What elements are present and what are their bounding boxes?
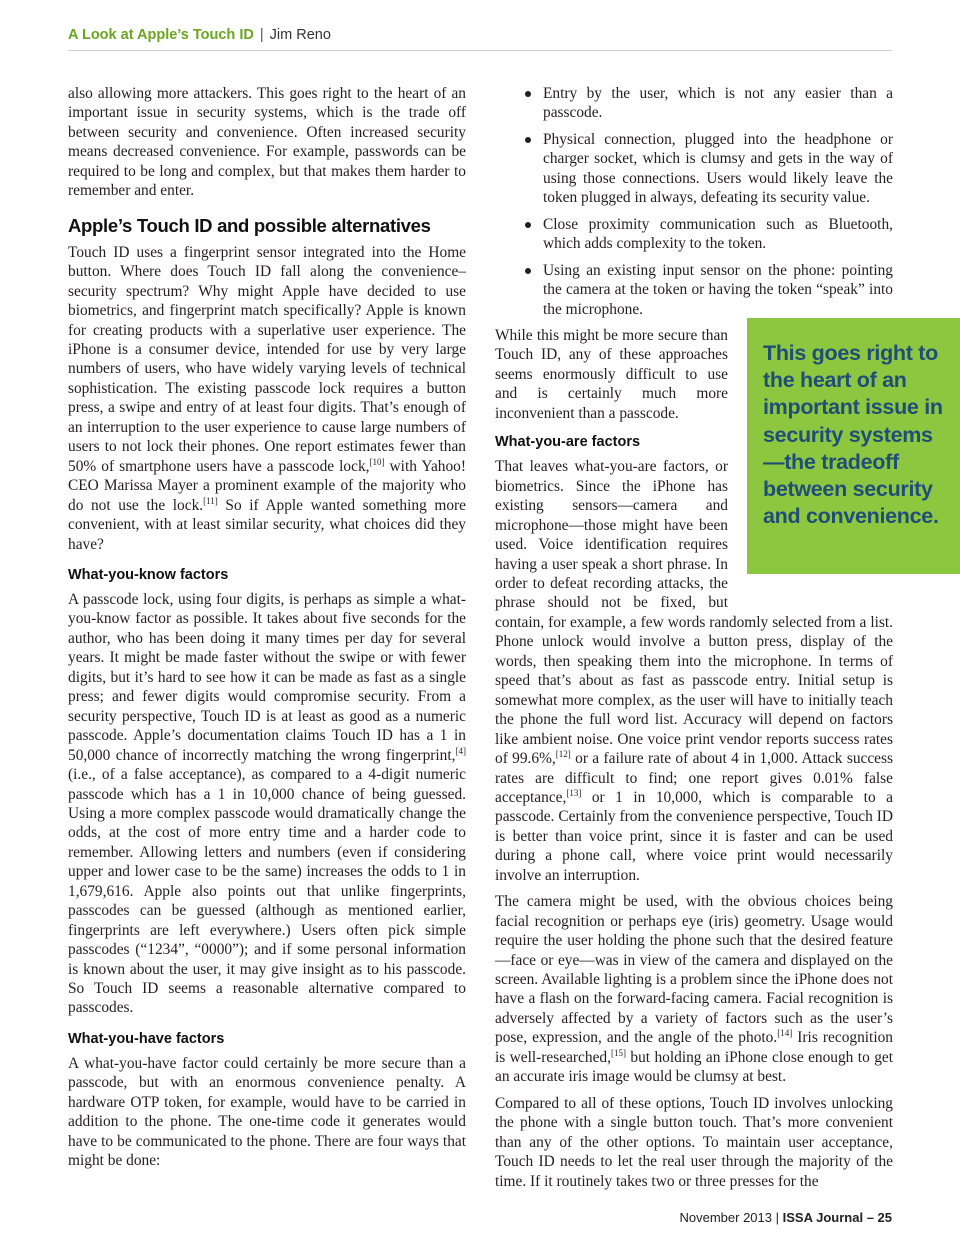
left-column xyxy=(68,84,466,1178)
paragraph-intro: also allowing more attackers. This goes right to the heart of an important issue in security systems, which is the trade off between security and convenience. Often increased security means decreased convenience. For example, passwords can be required to be long and complex, but that makes them harder to remember and enter. xyxy=(68,85,466,200)
section-heading-alternatives: Apple’s Touch ID and possible alternatives xyxy=(68,214,431,236)
list-item: Entry by the user, which is not any easier than a passcode. xyxy=(495,84,893,123)
header-separator: | xyxy=(259,27,264,43)
paragraph-alternatives: Touch ID uses a fingerprint sensor integrated into the Home button. Where does Touch ID fall along the convenience–security spectrum? Why might Apple have decided to use biometrics, and fingerprint match specifically? Apple is known for creating products with a superlative user experience. The iPhone is a consumer device, intended for use by very large numbers of users, who have widely varying levels of technical sophistication. The existing passcode lock requires a button press, a swipe and entry of at least four digits. That’s enough of an interruption to the user experience to cause large numbers of users to not lock their phones. One report estimates fewer than 50% of smartphone users have a passcode lock,[10] with Yahoo! CEO Marissa Mayer a prominent example of the majority who do not use the lock.[11] So if Apple wanted something more convenient, with at least similar security, what choices did they have? xyxy=(68,243,466,553)
citation-15: [15] xyxy=(610,1047,626,1058)
author-name: Jim Reno xyxy=(269,27,331,43)
subheading-what-you-have: What-you-have factors xyxy=(68,1030,225,1047)
citation-11: [11] xyxy=(203,495,218,506)
token-methods-list xyxy=(495,84,893,319)
citation-10: [10] xyxy=(369,456,385,467)
article-title: A Look at Apple’s Touch ID xyxy=(68,27,254,43)
paragraph-what-you-have: A what-you-have factor could certainly be more secure than a passcode, but with an enormous convenience penalty. A hardware OTP token, for example, would have to be carried in addition to the phone. The one-time code it generates would have to be communicated to the phone. There are four ways that might be done: xyxy=(68,1054,466,1170)
subheading-what-you-are: What-you-are factors xyxy=(495,434,641,451)
pull-quote: This goes right to the heart of an important issue in security systems—the tradeoff between security and convenience. xyxy=(747,318,960,574)
citation-12: [12] xyxy=(555,748,571,759)
paragraph-while: While this might be more secure than Touch ID, any of these approaches seems enormously difficult to use and is certainly much more inconvenient than a passcode. xyxy=(495,326,728,422)
running-header xyxy=(68,27,892,51)
page-footer xyxy=(679,1210,892,1225)
paragraph-what-you-are: That leaves what-you-are factors, or biometrics. Since the iPhone has existing sensors—camera and microphone—those might have been used. Voice identification requires having a user speak a short phrase. In order to defeat recording attacks, the phrase should not be fixed, but contain, for example, a few words randomly selected from a list. Phone unlock would involve a button press, display of the words, then speaking them into the microphone. In terms of speed that’s about as fast as passcode entry. Initial setup is somewhat more complex, as the user will have to initially teach the phone the full word list. Accuracy will depend on factors like ambient noise. One voice print vendor reports success rates of 99.6%,[12] or a failure rate of about 4 in 1,000. Attack success rates are difficult to find; one report gives 0.01% false acceptance,[13] or 1 in 10,000, which is comparable to a passcode. Certainly from the convenience perspective, Touch ID is better than voice print, since it is faster and can be used during a phone call, where voice print would necessarily involve an interruption. xyxy=(495,458,893,884)
footer-separator: | xyxy=(775,1210,779,1225)
list-item: Physical connection, plugged into the headphone or charger socket, which is clumsy and gets in the way of using those connections. Users would likely leave the token plugged in always, defeating its security value. xyxy=(495,130,893,208)
citation-4: [4] xyxy=(455,745,466,756)
list-item: Using an existing input sensor on the phone: pointing the camera at the token or having the token “speak” into the microphone. xyxy=(495,261,893,319)
citation-13: [13] xyxy=(566,787,582,798)
journal-name: ISSA Journal xyxy=(782,1210,864,1225)
issue-date: November 2013 xyxy=(679,1210,772,1225)
subheading-what-you-know: What-you-know factors xyxy=(68,566,229,583)
page-number: – 25 xyxy=(866,1210,892,1225)
paragraph-camera: The camera might be used, with the obvious choices being facial recognition or perhaps eye (iris) geometry. Usage would require the user holding the phone such that the desired feature—face or eye—was in view of the camera and displayed on the screen. Available lighting is a problem since the iPhone does not have a flash on the forward-facing camera. Facial recognition is adversely affected by a variety of factors such as the user’s pose, expression, and the angle of the photo.[14] Iris recognition is well-researched,[15] but holding an iPhone close enough to get an accurate iris image would be clumsy at best. xyxy=(495,893,893,1086)
right-column xyxy=(495,84,893,1198)
paragraph-what-you-know: A passcode lock, using four digits, is perhaps as simple a what-you-know factor as possible. It takes about five seconds for the author, who has been doing it many times per day for several years. It might be made faster without the swipe or with fewer digits, but it’s hard to see how it can be made as fast as a single press; and fewer digits would compromise security. From a security perspective, Touch ID is at least as good as a numeric passcode. Apple’s documentation claims Touch ID has a 1 in 50,000 chance of incorrectly matching the wrong fingerprint,[4] (i.e., of a false acceptance), as compared to a 4-digit numeric passcode which has a 1 in 10,000 chance of being guessed. Using a more complex passcode would dramatically change the odds, at the cost of more entry time and a harder code to remember. Allowing letters and numbers (even if considering upper and lower case to be the same) increases the odds to 1 in 1,679,616. Apple also points out that unlike fingerprints, passcodes can be guessed (although as mentioned earlier, fingerprints are left everywhere.) Users often pick simple passcodes (“1234”, “0000”); and if some personal information is known about the user, it may give insight as to his passcode. So Touch ID seems a reasonable alternative compared to passcodes. xyxy=(68,590,466,1017)
paragraph-compared: Compared to all of these options, Touch ID involves unlocking the phone with a single button touch. That’s more convenient than any of the other options. To maintain user acceptance, Touch ID needs to let the real user through the majority of the time. If it routinely takes two or three presses for the xyxy=(495,1094,893,1190)
citation-14: [14] xyxy=(777,1028,793,1039)
list-item: Close proximity communication such as Bluetooth, which adds complexity to the token. xyxy=(495,215,893,254)
